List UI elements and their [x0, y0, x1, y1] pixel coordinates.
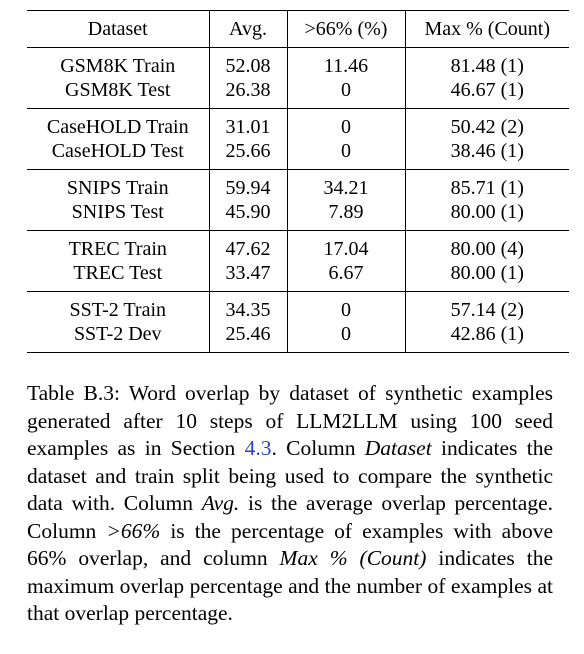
- caption-text: Table B.3: Word overlap by dataset of synthetic examples generated after 10 steps of LLM2LLM using 100 seed examples as in Section: [27, 381, 553, 460]
- table-row: [27, 139, 569, 170]
- cell-dataset: CaseHOLD Test: [51, 140, 184, 162]
- cell-dataset: SST-2 Dev: [73, 323, 162, 345]
- header-avg: Avg.: [209, 11, 287, 48]
- caption-emphasis: >66%: [106, 518, 161, 543]
- table-row: [27, 231, 569, 262]
- cell-gt66: 17.04: [287, 231, 405, 262]
- cell-dataset: SST-2 Train: [69, 299, 167, 321]
- table-row: [27, 48, 569, 79]
- cell-avg: 31.01: [209, 109, 287, 140]
- row-group-casehold: [27, 109, 569, 170]
- cell-gt66: 6.67: [287, 261, 405, 292]
- cell-gt66: 0: [287, 292, 405, 323]
- cell-max: 42.86 (1): [405, 322, 569, 353]
- cell-dataset: GSM8K Test: [65, 79, 171, 101]
- cell-gt66: 11.46: [287, 48, 405, 79]
- cell-max: 50.42 (2): [405, 109, 569, 140]
- cell-max: 80.00 (1): [405, 261, 569, 292]
- table-row: [27, 261, 569, 292]
- cell-dataset: TREC Train: [68, 238, 167, 260]
- cell-avg: 45.90: [209, 200, 287, 231]
- table-row: [27, 78, 569, 109]
- cell-max: 57.14 (2): [405, 292, 569, 323]
- row-group-trec: [27, 231, 569, 292]
- header-dataset: Dataset: [87, 18, 148, 40]
- cell-max: 38.46 (1): [405, 139, 569, 170]
- header-max-count: Max % (Count): [405, 11, 569, 48]
- cell-avg: 26.38: [209, 78, 287, 109]
- cell-avg: 52.08: [209, 48, 287, 79]
- table-row: [27, 200, 569, 231]
- section-reference-link[interactable]: 4.3: [244, 436, 272, 460]
- caption-text: indicates the dataset and train split being used to compare the synthetic data with. Column: [27, 436, 553, 515]
- caption-text: is the percentage of examples with above 66% overlap, and column: [27, 518, 553, 570]
- row-group-gsm8k: [27, 48, 569, 109]
- cell-gt66: 0: [287, 78, 405, 109]
- caption-text: indicates the maximum overlap percentage and the number of examples at that overlap percentage.: [27, 546, 553, 625]
- cell-dataset: SNIPS Train: [66, 177, 169, 199]
- cell-max: 80.00 (4): [405, 231, 569, 262]
- caption-text: is the average overlap percentage. Column: [27, 491, 553, 543]
- row-group-snips: [27, 170, 569, 231]
- overlap-table: [27, 10, 569, 353]
- cell-dataset: GSM8K Train: [60, 55, 176, 77]
- header-row: [27, 11, 569, 48]
- cell-avg: 33.47: [209, 261, 287, 292]
- cell-max: 80.00 (1): [405, 200, 569, 231]
- cell-gt66: 0: [287, 109, 405, 140]
- header-gt66: >66% (%): [287, 11, 405, 48]
- cell-gt66: 7.89: [287, 200, 405, 231]
- cell-max: 85.71 (1): [405, 170, 569, 201]
- cell-max: 46.67 (1): [405, 78, 569, 109]
- cell-dataset: TREC Test: [73, 262, 163, 284]
- cell-max: 81.48 (1): [405, 48, 569, 79]
- cell-gt66: 0: [287, 322, 405, 353]
- table-header: [27, 11, 569, 48]
- cell-gt66: 0: [287, 139, 405, 170]
- table-caption: [27, 380, 553, 628]
- cell-dataset: SNIPS Test: [71, 201, 164, 223]
- caption-emphasis: Avg.: [201, 491, 240, 515]
- cell-dataset: CaseHOLD Train: [46, 116, 189, 138]
- caption-emphasis: Dataset: [364, 436, 432, 460]
- cell-avg: 25.46: [209, 322, 287, 353]
- cell-avg: 25.66: [209, 139, 287, 170]
- row-group-sst2: [27, 292, 569, 353]
- caption-emphasis: Max % (Count): [279, 546, 427, 570]
- table-row: [27, 170, 569, 201]
- table-row: [27, 322, 569, 353]
- table-row: [27, 292, 569, 323]
- table-row: [27, 109, 569, 140]
- cell-avg: 47.62: [209, 231, 287, 262]
- caption-text: . Column: [271, 436, 365, 460]
- cell-gt66: 34.21: [287, 170, 405, 201]
- cell-avg: 34.35: [209, 292, 287, 323]
- cell-avg: 59.94: [209, 170, 287, 201]
